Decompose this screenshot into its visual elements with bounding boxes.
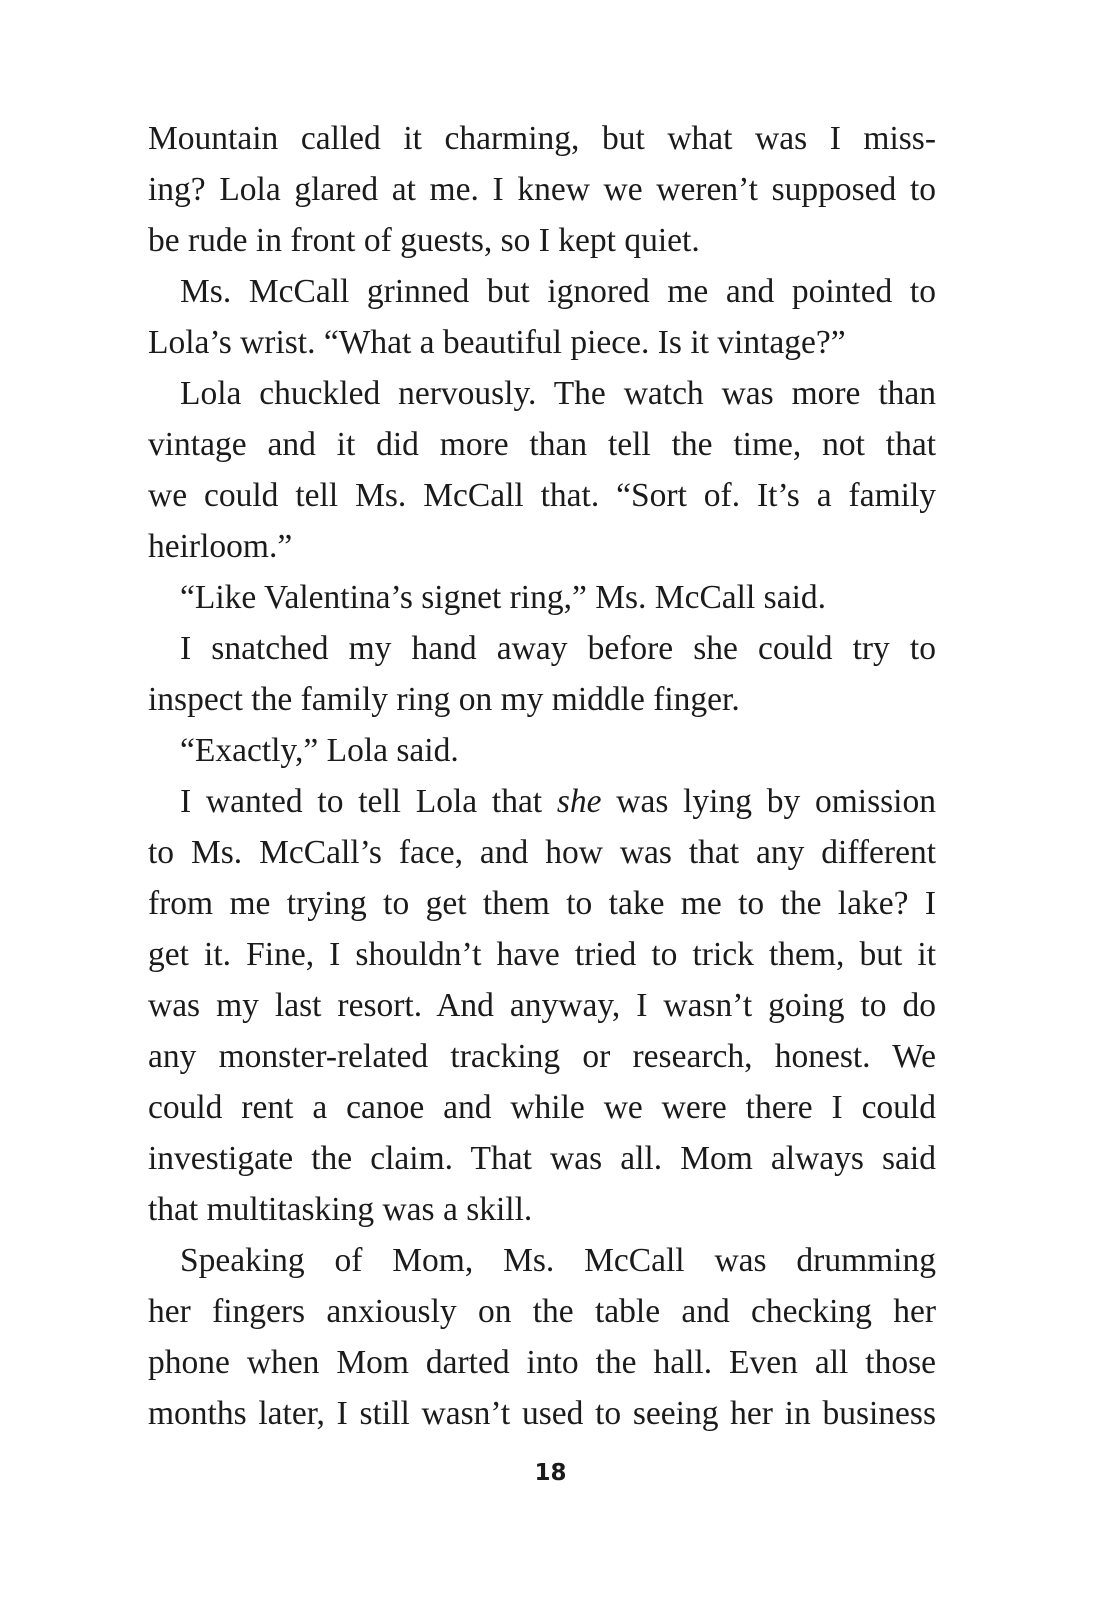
line-text: months later, I still wasn’t used to seeing her in business (148, 1395, 936, 1432)
body-text (148, 113, 936, 1439)
text-line (148, 878, 936, 929)
line-text: vintage and it did more than tell the time, not that (148, 426, 936, 463)
line-text: Ms. McCall grinned but ignored me and pointed to (180, 273, 936, 310)
text-line (148, 1133, 936, 1184)
line-text: was lying by omission (601, 783, 936, 820)
line-text: any monster-related tracking or research, honest. We (148, 1038, 936, 1075)
text-line (148, 1286, 936, 1337)
line-text: ing? Lola glared at me. I knew we weren’t supposed to (148, 171, 936, 208)
text-line (148, 1082, 936, 1133)
text-line (148, 1235, 936, 1286)
line-text: be rude in front of guests, so I kept quiet. (148, 222, 700, 259)
page-number: 18 (534, 1460, 567, 1486)
text-line (148, 725, 936, 776)
line-text: inspect the family ring on my middle finger. (148, 681, 740, 718)
emphasized-word: she (556, 783, 602, 820)
text-line (148, 776, 936, 827)
text-line (148, 929, 936, 980)
text-line (148, 1031, 936, 1082)
text-line (148, 827, 936, 878)
line-text: could rent a canoe and while we were there I could (148, 1089, 936, 1126)
line-text: I snatched my hand away before she could try to (180, 630, 936, 667)
text-line (148, 317, 936, 368)
text-line (148, 164, 936, 215)
line-text: Speaking of Mom, Ms. McCall was drumming (180, 1242, 936, 1279)
line-text: Lola’s wrist. “What a beautiful piece. Is it vintage?” (148, 324, 846, 361)
line-text: I wanted to tell Lola that (180, 783, 557, 820)
text-line (148, 623, 936, 674)
line-text: phone when Mom darted into the hall. Even all those (148, 1344, 936, 1381)
line-text: investigate the claim. That was all. Mom always said (148, 1140, 936, 1177)
text-line (148, 572, 936, 623)
text-line (148, 215, 936, 266)
text-line (148, 1388, 936, 1439)
line-text: that multitasking was a skill. (148, 1191, 533, 1228)
text-line (148, 419, 936, 470)
line-text: to Ms. McCall’s face, and how was that any different (148, 834, 936, 871)
line-text: Lola chuckled nervously. The watch was more than (180, 375, 936, 412)
text-line (148, 521, 936, 572)
text-line (148, 674, 936, 725)
text-line (148, 368, 936, 419)
text-line (148, 113, 936, 164)
line-text: “Like Valentina’s signet ring,” Ms. McCall said. (180, 579, 827, 616)
text-line (148, 470, 936, 521)
line-text: we could tell Ms. McCall that. “Sort of. It’s a family (148, 477, 936, 514)
line-text: “Exactly,” Lola said. (180, 732, 459, 769)
text-line (148, 1184, 936, 1235)
line-text: was my last resort. And anyway, I wasn’t going to do (148, 987, 936, 1024)
line-text: Mountain called it charming, but what was I miss- (148, 120, 936, 157)
line-text: her fingers anxiously on the table and checking her (148, 1293, 936, 1330)
text-line (148, 266, 936, 317)
text-line (148, 1337, 936, 1388)
line-text: heirloom.” (148, 528, 293, 565)
text-line (148, 980, 936, 1031)
line-text: get it. Fine, I shouldn’t have tried to trick them, but it (148, 936, 936, 973)
line-text: from me trying to get them to take me to the lake? I (148, 885, 936, 922)
